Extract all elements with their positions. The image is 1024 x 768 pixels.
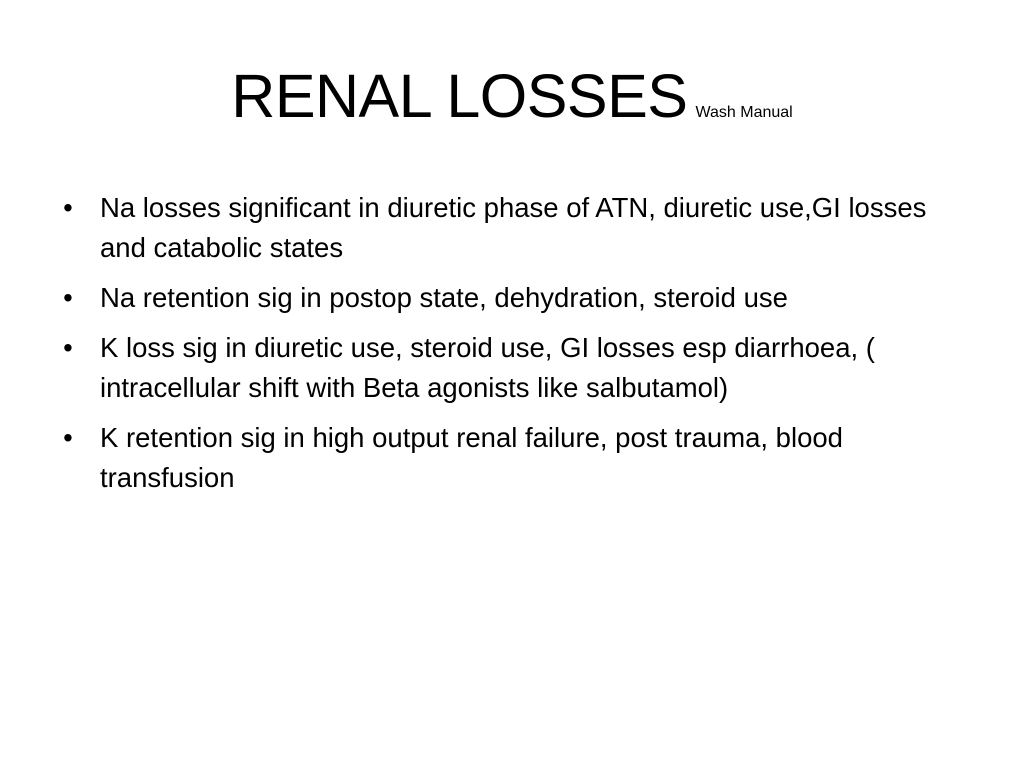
bullet-item [58,188,978,268]
bullet-marker: • [63,192,73,223]
title-area [0,58,1024,134]
bullet-text: K retention sig in high output renal failure, post trauma, blood transfusion [100,422,843,493]
bullet-item [58,278,978,318]
bullet-text: K loss sig in diuretic use, steroid use, GI losses esp diarrhoea, ( intracellular shift with Beta agonists like salbutamol) [100,332,875,403]
bullet-list [58,188,978,508]
slide-title: RENAL LOSSES [231,62,688,130]
bullet-marker: • [63,422,73,453]
bullet-item [58,328,978,408]
bullet-text: Na retention sig in postop state, dehydration, steroid use [100,282,788,313]
bullet-marker: • [63,282,73,313]
bullet-text: Na losses significant in diuretic phase of ATN, diuretic use,GI losses and catabolic states [100,192,927,263]
bullet-marker: • [63,332,73,363]
bullet-item [58,418,978,498]
slide-subtitle: Wash Manual [695,104,793,121]
